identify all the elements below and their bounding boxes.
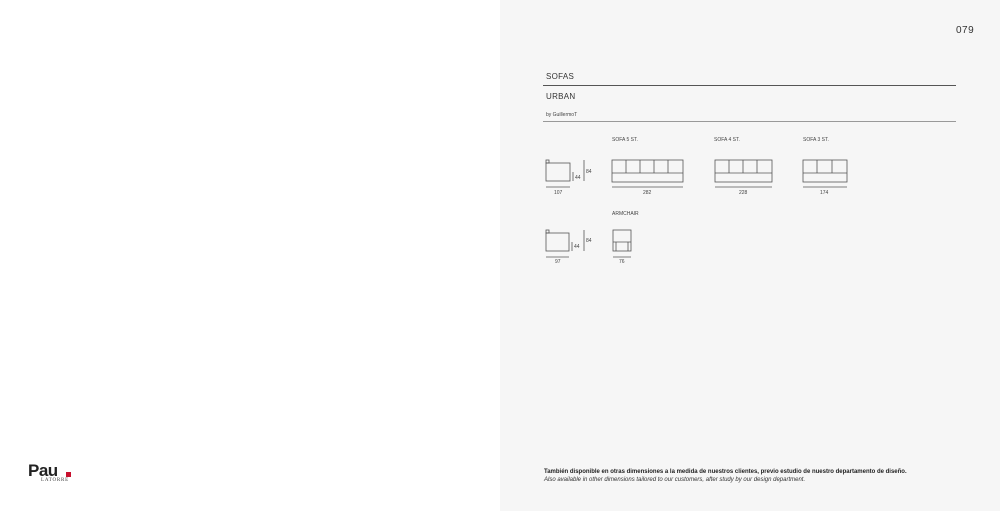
side1-depth-dim: 107: [554, 190, 563, 196]
sofa-4-width-dim: 228: [739, 190, 748, 196]
sofa-5-width-dim: 282: [643, 190, 652, 196]
side1-seat-dim: 44: [575, 175, 581, 181]
label-sofa-3: SOFA 3 ST.: [803, 137, 829, 143]
sofa-3-width-dim: 174: [820, 190, 829, 196]
footer-note-spanish: También disponible en otras dimensiones a la medida de nuestros clientes, previo estudio de nuestro departamento de diseño.: [544, 469, 907, 475]
label-sofa-4: SOFA 4 ST.: [714, 137, 740, 143]
header-divider: [543, 121, 956, 122]
side1-height-dim: 84: [586, 169, 592, 175]
right-page: [500, 0, 1000, 511]
section-title: SOFAS: [546, 72, 575, 81]
sofa-4-front-drawing: [714, 158, 774, 188]
sofa-3-front-drawing: [802, 158, 850, 188]
label-sofa-5: SOFA 5 ST.: [612, 137, 638, 143]
section-divider: [543, 85, 956, 86]
side2-seat-dim: 44: [574, 244, 580, 250]
designer-credit: by GuillermoT: [546, 112, 578, 118]
footer-note-english: Also available in other dimensions tailored to our customers, after study by our design department.: [544, 477, 806, 483]
armchair-front-drawing: [611, 228, 635, 258]
logo-accent-square: [66, 472, 71, 477]
logo-main-text: Pau: [28, 461, 58, 480]
collection-title: URBAN: [546, 92, 576, 101]
side2-height-dim: 84: [586, 238, 592, 244]
page-number: 079: [956, 25, 975, 36]
logo-sub-text: LATORRE: [41, 478, 70, 483]
sofa-5-front-drawing: [611, 158, 685, 188]
label-armchair: ARMCHAIR: [612, 211, 639, 217]
armchair-width-dim: 76: [619, 259, 625, 265]
pau-latorre-logo: [28, 461, 78, 485]
side2-depth-dim: 97: [555, 259, 561, 265]
